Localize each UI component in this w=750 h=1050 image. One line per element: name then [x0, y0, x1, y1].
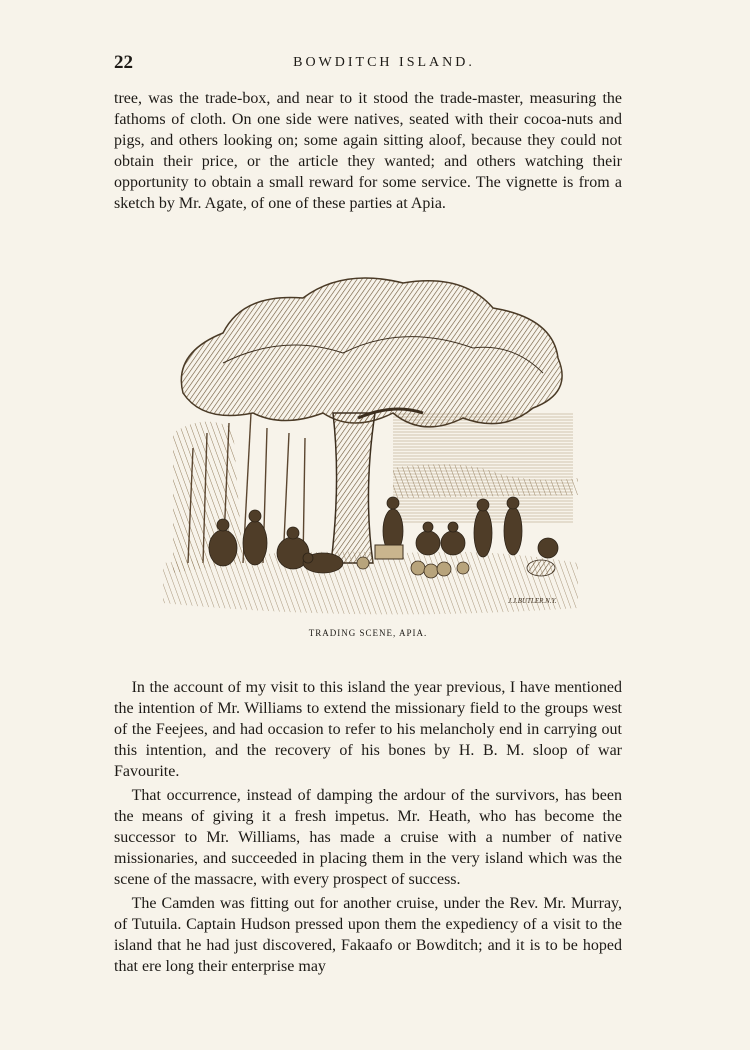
running-head: BOWDITCH ISLAND.	[293, 55, 475, 70]
main-text-block	[114, 674, 622, 977]
page-number: 22	[114, 52, 133, 73]
page-header	[114, 52, 624, 76]
top-text-block	[114, 88, 622, 214]
engraver-signature: J.J.BUTLER.N.Y.	[508, 597, 557, 605]
vignette-engraving	[163, 263, 583, 623]
paragraph: In the account of my visit to this island the year previous, I have mentioned the intention of Mr. Williams to extend the missionary field to the groups west of the Feejees, and had occasion to refer to his melancholy end in carrying out this intention, and the recovery of his bones by H. B. M. sloop of war Favourite.	[114, 679, 622, 780]
paragraph: That occurrence, instead of damping the ardour of the survivors, has been the means of giving it a fresh impetus. Mr. Heath, who has become the successor to Mr. Williams, has made a cruise with a number of native missionaries, and succeeded in placing them in the very island which was the scene of the massacre, with every prospect of success.	[114, 787, 622, 888]
figure-caption: TRADING SCENE, APIA.	[308, 628, 428, 638]
paragraph: The Camden was fitting out for another cruise, under the Rev. Mr. Murray, of Tutuila. Captain Hudson pressed upon them the expediency of a visit to the island that he had just discovered, Fakaafo or Bowditch; and it is to be hoped that ere long their enterprise may	[114, 895, 622, 975]
paragraph-continued: tree, was the trade-box, and near to it stood the trade-master, measuring the fathoms of cloth. On one side were natives, seated with their cocoa-nuts and pigs, and others looking on; some again sitting aloof, because they could not obtain their price, or the article they wanted; and others watching their opportunity to obtain a small reward for some service. The vignette is from a sketch by Mr. Agate, of one of these parties at Apia.	[114, 90, 622, 212]
trading-scene-illustration	[163, 263, 583, 623]
